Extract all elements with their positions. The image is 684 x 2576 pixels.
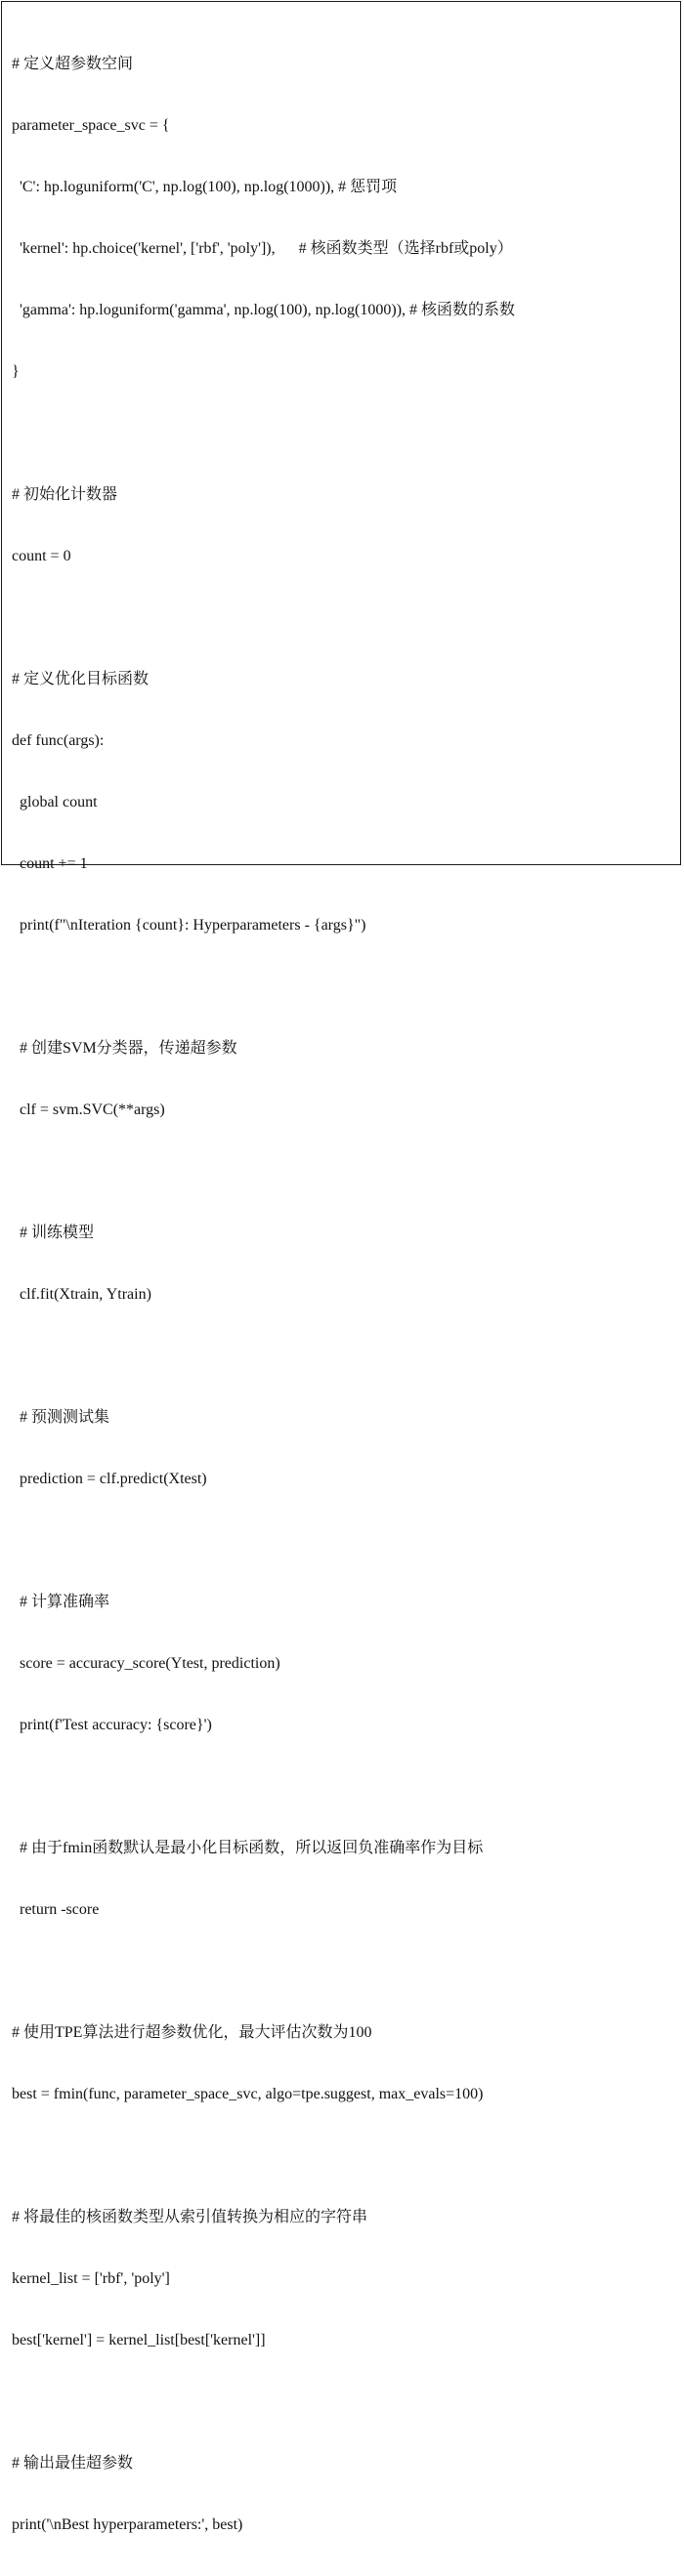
code-line: print(f"\nIteration {count}: Hyperparameters - {args}") (12, 917, 366, 934)
blank-line (12, 1346, 515, 1366)
blank-line (12, 1776, 515, 1797)
blank-line (12, 607, 515, 628)
code-line: # 训练模型 (12, 1225, 95, 1241)
code-line: # 定义优化目标函数 (12, 671, 150, 687)
code-line: print('\nBest hyperparameters:', best) (12, 2516, 243, 2533)
code-line: clf.fit(Xtrain, Ytrain) (12, 1286, 151, 1303)
code-line: best['kernel'] = kernel_list[best['kernel']] (12, 2332, 266, 2348)
code-line: clf = svm.SVC(**args) (12, 1101, 165, 1118)
code-line: def func(args): (12, 732, 105, 749)
code-line: best = fmin(func, parameter_space_svc, algo=tpe.suggest, max_evals=100) (12, 2086, 484, 2102)
blank-line (12, 1161, 515, 1182)
code-listing (12, 13, 515, 2576)
code-line: return -score (12, 1901, 100, 1918)
code-line: count += 1 (12, 855, 88, 872)
code-line: # 将最佳的核函数类型从索引值转换为相应的字符串 (12, 2209, 368, 2225)
code-listing-frame (1, 1, 681, 2533)
code-line: } (12, 363, 20, 380)
code-line: 'gamma': hp.loguniform('gamma', np.log(100), np.log(1000)), # 核函数的系数 (12, 302, 516, 318)
code-line: 'kernel': hp.choice('kernel', ['rbf', 'poly']), # 核函数类型（选择rbf或poly） (12, 240, 513, 257)
blank-line (12, 423, 515, 443)
blank-line (12, 2145, 515, 2166)
code-line: # 计算准确率 (12, 1594, 110, 1610)
blank-line (12, 1961, 515, 1981)
code-line: parameter_space_svc = { (12, 117, 170, 134)
code-line: score = accuracy_score(Ytest, prediction) (12, 1655, 280, 1672)
code-line: # 由于fmin函数默认是最小化目标函数，所以返回负准确率作为目标 (12, 1840, 484, 1856)
code-line: # 初始化计数器 (12, 486, 118, 503)
code-line: # 预测测试集 (12, 1409, 110, 1426)
blank-line (12, 1530, 515, 1551)
code-line: # 输出最佳超参数 (12, 2455, 134, 2472)
blank-line (12, 2391, 515, 2412)
code-line: count = 0 (12, 548, 71, 564)
code-line: global count (12, 794, 98, 810)
code-line: # 创建SVM分类器，传递超参数 (12, 1040, 237, 1057)
code-line: 'C': hp.loguniform('C', np.log(100), np.log(1000)), # 惩罚项 (12, 179, 398, 195)
code-line: prediction = clf.predict(Xtest) (12, 1471, 207, 1487)
blank-line (12, 976, 515, 997)
code-line: # 使用TPE算法进行超参数优化，最大评估次数为100 (12, 2024, 372, 2041)
code-line: # 定义超参数空间 (12, 56, 134, 72)
code-line: kernel_list = ['rbf', 'poly'] (12, 2270, 170, 2287)
code-line: print(f'Test accuracy: {score}') (12, 1717, 212, 1733)
